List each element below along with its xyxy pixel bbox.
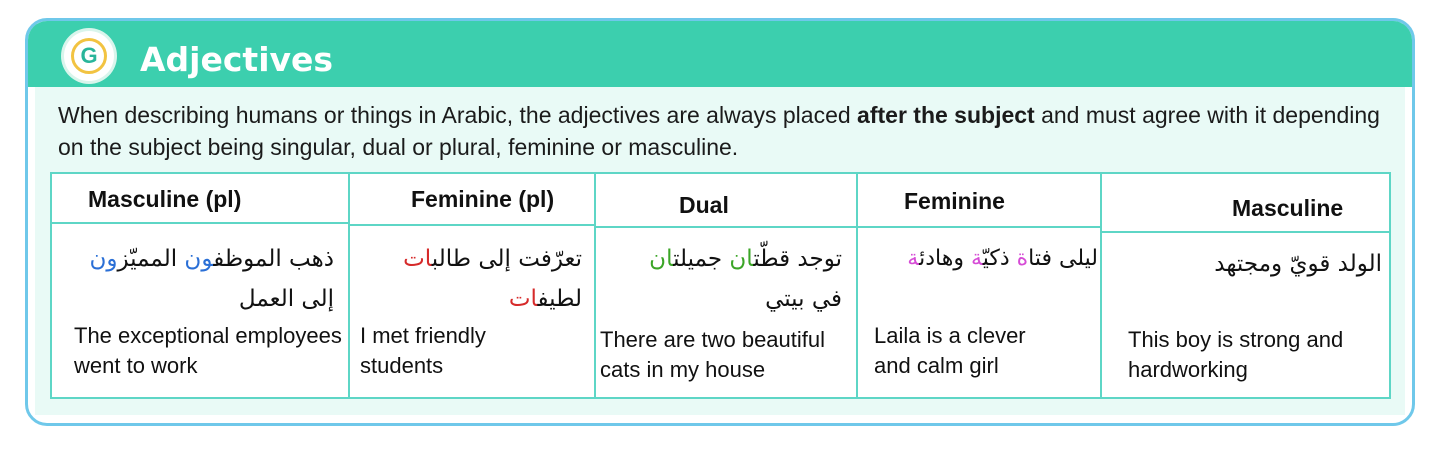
arabic-suffix: ان (649, 246, 674, 272)
arabic-text: ذكيّ (982, 246, 1017, 271)
intro-paragraph (58, 99, 1398, 163)
arabic-line: في بيتي (765, 286, 842, 312)
arabic-suffix: ات (508, 286, 538, 312)
intro-text-start: When describing humans or things in Arabic, the adjectives are always placed (58, 102, 858, 128)
row-divider (350, 224, 596, 226)
row-divider (52, 222, 350, 224)
arabic-text: ليلى فتا (1028, 246, 1098, 271)
logo-icon (64, 31, 114, 81)
arabic-line (354, 239, 582, 279)
card-header (28, 21, 1412, 87)
arabic-suffix: ان (729, 246, 754, 272)
arabic-sentence-masculine-plural (58, 239, 334, 319)
arabic-suffix: ة (970, 246, 983, 271)
column-divider (856, 174, 858, 397)
intro-text-end: and must agree with it depending on the subject being singular, dual or plural, feminine or masculine. (58, 102, 1380, 160)
row-divider (858, 226, 1102, 228)
arabic-suffix: ة (907, 246, 920, 271)
arabic-sentence-feminine-plural (354, 239, 582, 319)
arabic-suffix: ون (89, 246, 118, 272)
english-translation-dual: There are two beautiful cats in my house (600, 327, 826, 382)
arabic-text: وهادئ (919, 246, 971, 271)
arabic-text: المميّز (117, 246, 185, 272)
arabic-sentence-feminine (862, 239, 1098, 279)
arabic-text: توجد قطّت (753, 246, 842, 272)
english-translation-feminine-plural: I met friendly students (360, 323, 486, 378)
column-divider (348, 174, 350, 397)
arabic-text: ذهب الموظف (213, 246, 334, 272)
arabic-text: لطيف (537, 286, 582, 312)
column-divider (1100, 174, 1102, 397)
header-feminine-plural: Feminine (pl) (411, 186, 555, 212)
arabic-text: تعرّفت إلى طالب (431, 246, 582, 272)
row-divider (1102, 231, 1391, 233)
header-feminine: Feminine (904, 188, 1005, 214)
arabic-sentence-dual (600, 239, 842, 319)
page-title: Adjectives (140, 40, 334, 79)
logo-letter: G (71, 38, 107, 74)
arabic-sentence-masculine: الولد قويّ ومجتهد (1214, 251, 1382, 277)
arabic-text: جميلت (673, 246, 730, 272)
adjectives-table (50, 172, 1391, 399)
arabic-suffix: ون (184, 246, 214, 272)
arabic-line (58, 239, 334, 279)
header-dual: Dual (679, 192, 729, 218)
arabic-line: إلى العمل (238, 286, 334, 312)
adjectives-card (25, 18, 1415, 426)
english-translation-feminine: Laila is a clever and calm girl (874, 323, 1026, 378)
english-translation-masculine: This boy is strong and hardworking (1128, 327, 1344, 382)
arabic-line (862, 239, 1098, 279)
header-masculine-plural: Masculine (pl) (88, 186, 242, 212)
arabic-line (600, 239, 842, 279)
arabic-line (354, 279, 582, 319)
intro-bold-phrase: after the subject (857, 102, 1035, 128)
header-masculine: Masculine (1232, 195, 1344, 221)
arabic-suffix: ة (1016, 246, 1029, 271)
english-translation-masculine-plural: The exceptional employees went to work (74, 323, 342, 378)
row-divider (596, 226, 858, 228)
column-divider (594, 174, 596, 397)
arabic-suffix: ات (403, 246, 432, 272)
